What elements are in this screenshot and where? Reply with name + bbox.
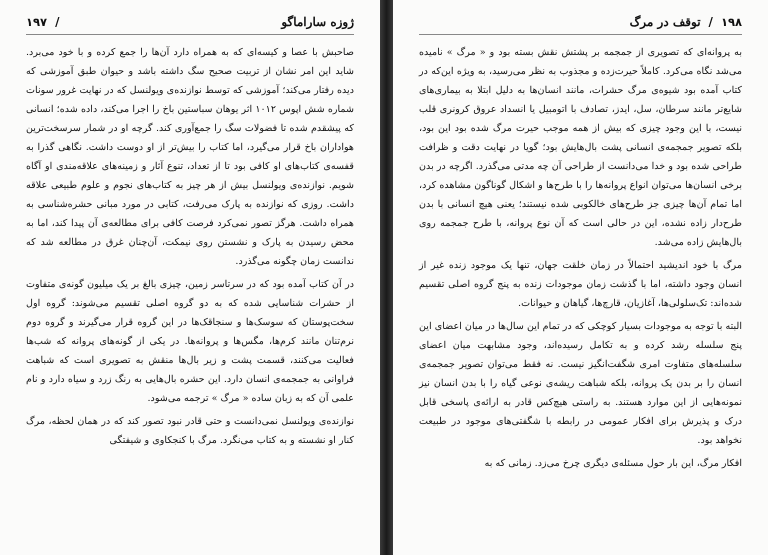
header-separator: / [708,15,713,29]
left-page-header [26,12,354,35]
paragraph: مرگ با خود اندیشید احتمالاً در زمان خلقت جهان، تنها یک موجود زنده غیر از انسان وجود داشته، اما با گذشت زمان موجودات زنده به پنج گروه اصلی تقسیم شده‌اند: تک‌سلولی‌ها، آغازیان، قارچ‌ها، گیاهان و حیوانات. [419,260,742,309]
left-page [0,0,380,555]
page-number: ۱۹۷ [26,15,48,29]
running-title: توقف در مرگ [629,15,701,29]
paragraph: در آن کتاب آمده بود که در سرتاسر زمین، چیزی بالغ بر یک میلیون گونه‌ی متفاوت از حشرات شناسایی شده که به دو گروه اصلی تقسیم می‌شوند: گروه اول سخت‌پوستان که سوسک‌ها و سنجاقک‌ها در این گروه قرار می‌گیرند و گروه دوم نرم‌تنان مانند کرم‌ها، مگس‌ها و پروانه‌ها. در یکی از گونه‌های پروانه که شب‌ها فعالیت می‌کنند، قسمت پشت و زیر بال‌ها منقش به تصویری است که شباهت فراوانی به جمجمه‌ی انسان دارد. این حشره بال‌هایی به رنگ زرد و سیاه دارد و نام علمی آن که به زبان ساده « مرگ » ترجمه می‌شود. [26,279,354,404]
running-title: ژوزه ساراماگو [281,15,354,29]
left-page-body [26,43,354,450]
right-page [393,0,768,555]
book-gutter [380,0,393,555]
paragraph: البته با توجه به موجودات بسیار کوچکی که در تمام این سال‌ها در میان اعضای این پنج سلسله رشد کرده و به تکامل رسیده‌اند، وجود مشابهت میان اعضای سلسله‌های متفاوت امری شگفت‌انگیز نیست. نه فقط می‌توان تصویر جمجمه‌ی انسان را بر بدن یک پروانه، بلکه شباهت ریشه‌ی نوعی گیاه را با بدن انسان نیز نمونه‌هایی از این موارد هستند. به راستی هیچ‌کس قادر به ارائه‌ی پاسخی قابل درک و پذیرش برای افکار عمومی در رابطه با شگفتی‌های موجود در طبیعت نخواهد بود. [419,321,742,446]
paragraph: به پروانه‌ای که تصویری از جمجمه بر پشتش نقش بسته بود و « مرگ » نامیده می‌شد نگاه می‌کرد. کاملاً حیرت‌زده و مجذوب به نظر می‌رسید، به ویژه این‌که در کتاب آمده بود شیوه‌ی مرگ حشرات، مانند انسان‌ها به دلیل ابتلا به بیماری‌های شایع‌تر مانند سرطان، سل، ایدز، تصادف با اتومبیل یا انسداد عروق کرونری قلب نیست، با این وجود چیزی که بیش از همه موجب حیرت مرگ شده بود این بود، بلکه تصویر جمجمه‌ی انسانی پشت بال‌هایش بود؛ گویا در نهایت دقت و ظرافت طراحی شده بود و خدا می‌دانست از طراحی آن چه مدتی می‌گذرد. اگرچه در بدن برخی انسان‌ها می‌توان انواع پروانه‌ها را با طرح‌ها و اشکال گوناگون مشاهده کرد، اما تمام آن‌ها چیزی جز طرح‌های خالکوبی شده نیستند؛ یعنی هیچ انسانی با بدن طرح‌دار زاده نشده، این در حالی است که آن نوع پروانه، با طرح جمجمه روی بال‌هایش زاده می‌شد. [419,47,742,248]
right-page-header [419,12,742,35]
page-number: ۱۹۸ [720,15,742,29]
paragraph: صاحبش با عصا و کیسه‌ای که به همراه دارد آن‌ها را جمع کرده و با خود می‌برد. شاید این امر نشان از تربیت صحیح سگ داشته باشد و حیوان طبق آموزشی که دیده رفتار می‌کند؛ آموزشی که توسط نوازنده‌ی ویولنسل که در نهایت غرور سونات شماره شش اپوس ۱۰۱۲ اثر یوهان سباستین باخ را اجرا می‌کند، داده شده؛ انسانی که پیشقدم شده تا فضولات سگ را جمع‌آوری کند. گرچه او در شمار سرسخت‌ترین هواداران باخ قرار می‌گیرد، اما کتاب را بیش‌تر از او دوست داشت. نگاهی گذرا به قفسه‌ی کتاب‌های او کافی بود تا از تعداد، تنوع آثار و زمینه‌های علاقه‌مندی او آگاه شویم. نوازنده‌ی ویولنسل بیش از هر چیز به کتاب‌های نجوم و علوم طبیعی علاقه داشت. روزی که نوازنده به پارک می‌رفت، کتابی در مورد مبانی حشره‌شناسی به همراه داشت. هرگز تصور نمی‌کرد فرصت کافی برای مطالعه‌ی آن پیدا کند، اما به محض رسیدن به پارک و نشستن روی نیمکت، آن‌چنان غرق در مطالعه شد که ندانست زمان چگونه می‌گذرد. [26,47,354,267]
header-separator: / [55,15,60,29]
right-page-body [419,43,742,473]
paragraph: افکار مرگ، این بار حول مسئله‌ی دیگری چرخ می‌زد. زمانی که به [484,458,742,469]
paragraph: نوازنده‌ی ویولنسل نمی‌دانست و حتی قادر نبود تصور کند که در همان لحظه، مرگ کنار او نشسته و به کتاب می‌نگرد. مرگ با کنجکاوی و شیفتگی [26,416,354,446]
